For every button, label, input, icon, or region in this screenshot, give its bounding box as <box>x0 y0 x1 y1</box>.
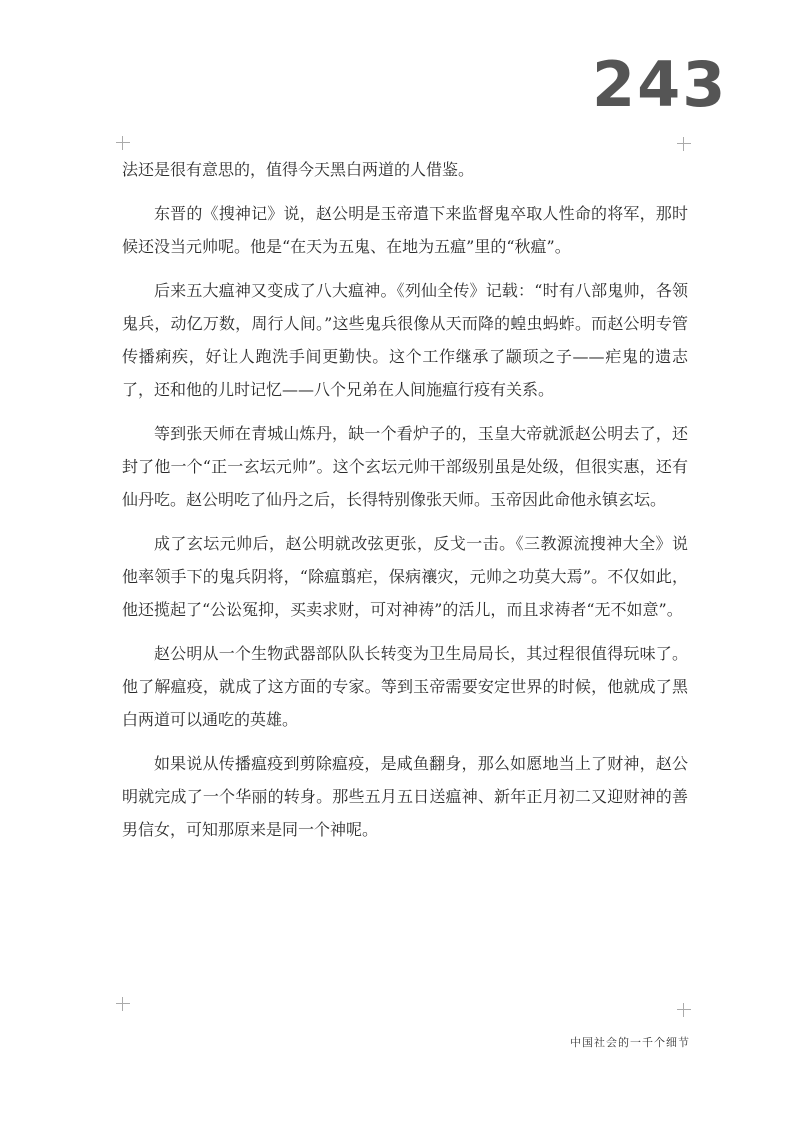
paragraph: 成了玄坛元帅后，赵公明就改弦更张，反戈一击。《三教源流搜神大全》说他率领手下的鬼兵阴将，“除瘟翦疟，保病禳灾，元帅之功莫大焉”。不仅如此，他还揽起了“公讼冤抑，买卖求财，可对神祷”的活儿，而且求祷者“无不如意”。 <box>122 534 688 619</box>
page-number: 243 <box>592 48 728 121</box>
paragraph: 如果说从传播瘟疫到剪除瘟疫，是咸鱼翻身，那么如愿地当上了财神，赵公明就完成了一个华丽的转身。那些五月五日送瘟神、新年正月初二又迎财神的善男信女，可知那原来是同一个神呢。 <box>122 754 688 839</box>
paragraph: 等到张天师在青城山炼丹，缺一个看炉子的，玉皇大帝就派赵公明去了，还封了他一个“正一玄坛元帅”。这个玄坛元帅干部级别虽是处级，但很实惠，还有仙丹吃。赵公明吃了仙丹之后，长得特别像张天师。玉帝因此命他永镇玄坛。 <box>122 424 688 509</box>
crop-mark-bottom-right <box>677 1003 691 1017</box>
paragraph: 赵公明从一个生物武器部队队长转变为卫生局局长，其过程很值得玩味了。他了解瘟疫，就成了这方面的专家。等到玉帝需要安定世界的时候，他就成了黑白两道可以通吃的英雄。 <box>122 644 688 729</box>
paragraph: 后来五大瘟神又变成了八大瘟神。《列仙全传》记载：“时有八部鬼帅，各领鬼兵，动亿万数，周行人间。”这些鬼兵很像从天而降的蝗虫蚂蚱。而赵公明专管传播痢疾，好让人跑洗手间更勤快。这个工作继承了颛顼之子——疟鬼的遗志了，还和他的儿时记忆——八个兄弟在人间施瘟行疫有关系。 <box>122 281 688 399</box>
crop-mark-bottom-left <box>116 997 130 1011</box>
crop-mark-top-right <box>677 137 691 151</box>
crop-mark-top-left <box>116 136 130 150</box>
running-footer: 中国社会的一千个细节 <box>570 1036 690 1049</box>
paragraph-continuation: 法还是很有意思的，值得今天黑白两道的人借鉴。 <box>122 160 475 179</box>
paragraph: 东晋的《搜神记》说，赵公明是玉帝遣下来监督鬼卒取人性命的将军，那时候还没当元帅呢。他是“在天为五鬼、在地为五瘟”里的“秋瘟”。 <box>122 204 688 256</box>
body-text <box>122 153 688 846</box>
